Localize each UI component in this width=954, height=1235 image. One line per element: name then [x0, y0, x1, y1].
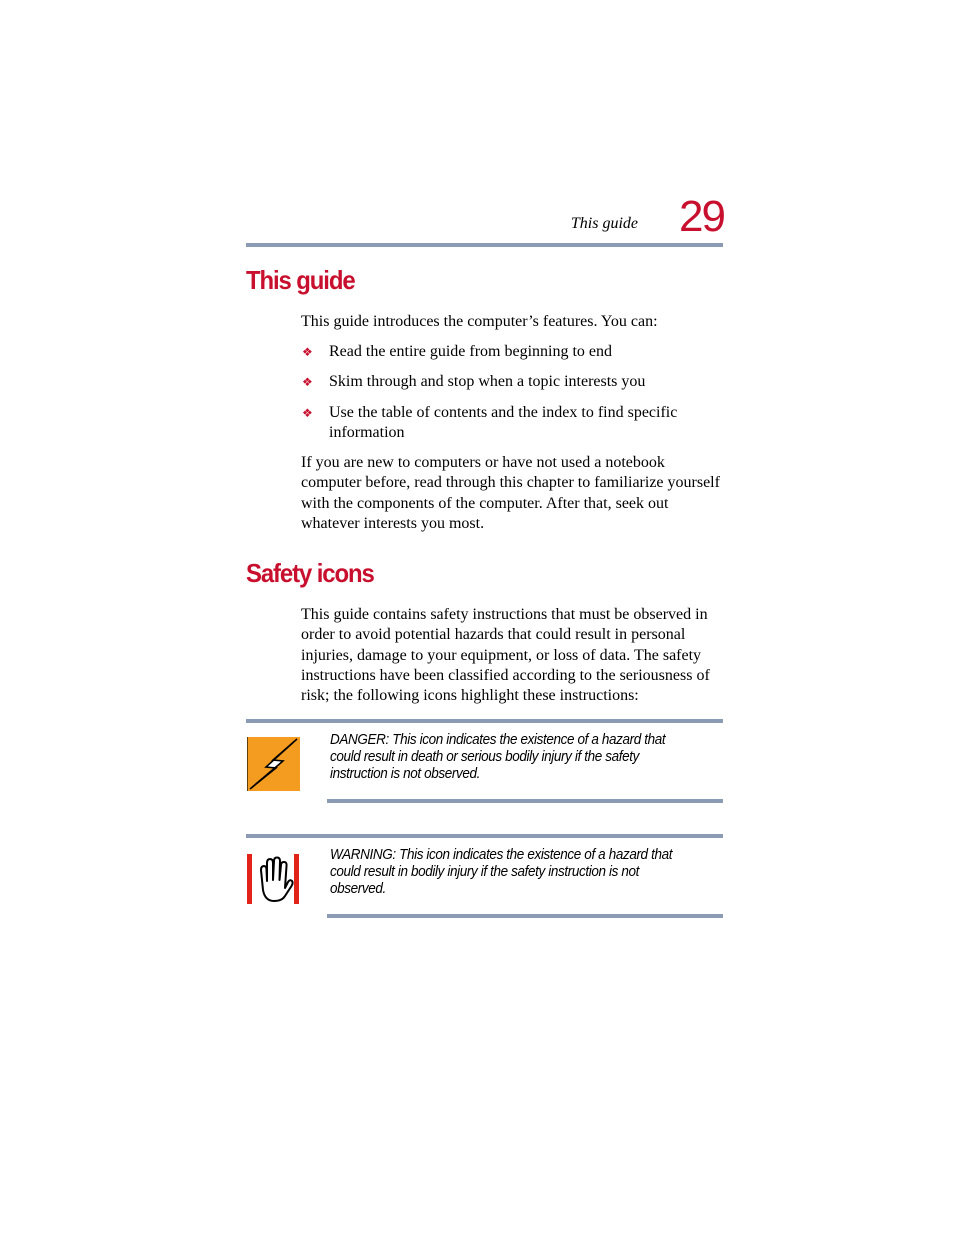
safety-intro-paragraph: This guide contains safety instructions that must be observed in order to avoid potential hazards that could result in personal injuries, damage to your equipment, or loss of data. The safety instructions have been classified according to the seriousness of risk; the following icons highlight these instructions:: [301, 606, 710, 705]
list-item-text: Read the entire guide from beginning to end: [329, 343, 613, 360]
warning-note-bottom-rule: [327, 914, 723, 918]
section-heading-safety-icons: Safety icons: [246, 558, 374, 588]
warning-note-text: WARNING: This icon indicates the existence of a hazard that could result in bodily injury if the safety instruction is not observed.: [330, 847, 673, 897]
danger-note-top-rule: [246, 719, 723, 723]
running-header-title: This guide: [570, 215, 638, 232]
guide-intro: This guide introduces the computer’s features. You can:: [301, 313, 658, 330]
guide-closing-paragraph: If you are new to computers or have not used a notebook computer before, read through this chapter to familiarize yourself with the components of the computer. After that, seek out whatever interests you most.: [301, 454, 720, 532]
list-item-text: Use the table of contents and the index to find specific information: [329, 404, 678, 442]
bullet-diamond-icon: ❖: [302, 406, 313, 420]
raised-hand-icon: [247, 854, 299, 909]
list-item: [301, 403, 701, 444]
list-item: [301, 372, 726, 392]
lightning-bolt-icon: [247, 737, 300, 796]
header-rule: [246, 243, 723, 247]
list-item: [301, 342, 726, 362]
warning-note-top-rule: [246, 834, 723, 838]
page-number: 29: [679, 192, 724, 241]
danger-note-bottom-rule: [327, 799, 723, 803]
bullet-diamond-icon: ❖: [302, 345, 313, 359]
danger-note-text: DANGER: This icon indicates the existence of a hazard that could result in death or serious bodily injury if the safety instruction is not observed.: [330, 732, 666, 782]
list-item-text: Skim through and stop when a topic interests you: [329, 373, 646, 390]
section-heading-this-guide: This guide: [246, 265, 355, 295]
bullet-diamond-icon: ❖: [302, 375, 313, 389]
